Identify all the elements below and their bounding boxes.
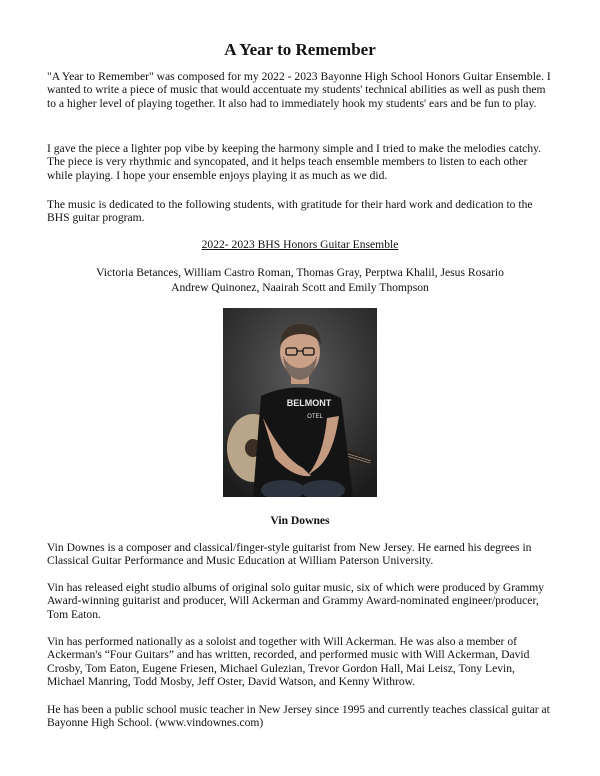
page-title: A Year to Remember (224, 40, 376, 59)
bio-paragraph-4: He has been a public school music teacher in New Jersey since 1995 and currently teaches classical guitar at Bayonne High School. (www.vindownes.com) (47, 703, 550, 730)
intro-paragraph-2: I gave the piece a lighter pop vibe by keeping the harmony simple and I tried to make the melodies catchy. The piece is very rhythmic and syncopated, and it helps teach ensemble members to listen to each other while playing. I hope your ensemble enjoys playing it as much as we did. (47, 142, 542, 182)
intro-paragraph-3: The music is dedicated to the following students, with gratitude for their hard work and dedication to the BHS guitar program. (47, 198, 533, 225)
composer-photo (223, 308, 377, 497)
bio-paragraph-2: Vin has released eight studio albums of original solo guitar music, six of which were produced by Grammy Award-winning guitarist and producer, Will Ackerman and Grammy Award-nominated engineer/producer, Tom Eaton. (47, 581, 545, 621)
ensemble-members-line-2: Andrew Quinonez, Naairah Scott and Emily Thompson (171, 281, 429, 294)
intro-paragraph-1: "A Year to Remember" was composed for my 2022 - 2023 Bayonne High School Honors Guitar Ensemble. I wanted to write a piece of music that would accentuate my students' technical abilities as well as push them to a higher level of playing together. It also had to immediately hook my students' ears and be fun to play. (47, 70, 551, 110)
ensemble-heading: 2022- 2023 BHS Honors Guitar Ensemble (201, 238, 399, 251)
composer-portrait-image (223, 308, 377, 497)
shirt-text-2: OTEL (307, 414, 323, 420)
bio-paragraph-1: Vin Downes is a composer and classical/finger-style guitarist from New Jersey. He earned his degrees in Classical Guitar Performance and Music Education at William Paterson University. (47, 541, 532, 568)
photo-caption: Vin Downes (270, 514, 330, 527)
bio-paragraph-3: Vin has performed nationally as a soloist and together with Will Ackerman. He was also a member of Ackerman's “Four Guitars” and has written, recorded, and performed music with Will Ackerman, David Crosby, Tom Eaton, Eugene Friesen, Michael Gulezian, Trevor Gordon Hall, Mai Leisz, Tony Levin, Michael Manring, Todd Mosby, Jeff Oster, David Watson, and Kenny Withrow. (47, 635, 530, 689)
ensemble-members-line-1: Victoria Betances, William Castro Roman, Thomas Gray, Perptwa Khalil, Jesus Rosario (96, 266, 504, 279)
shirt-text-1: BELMONT (286, 398, 332, 408)
